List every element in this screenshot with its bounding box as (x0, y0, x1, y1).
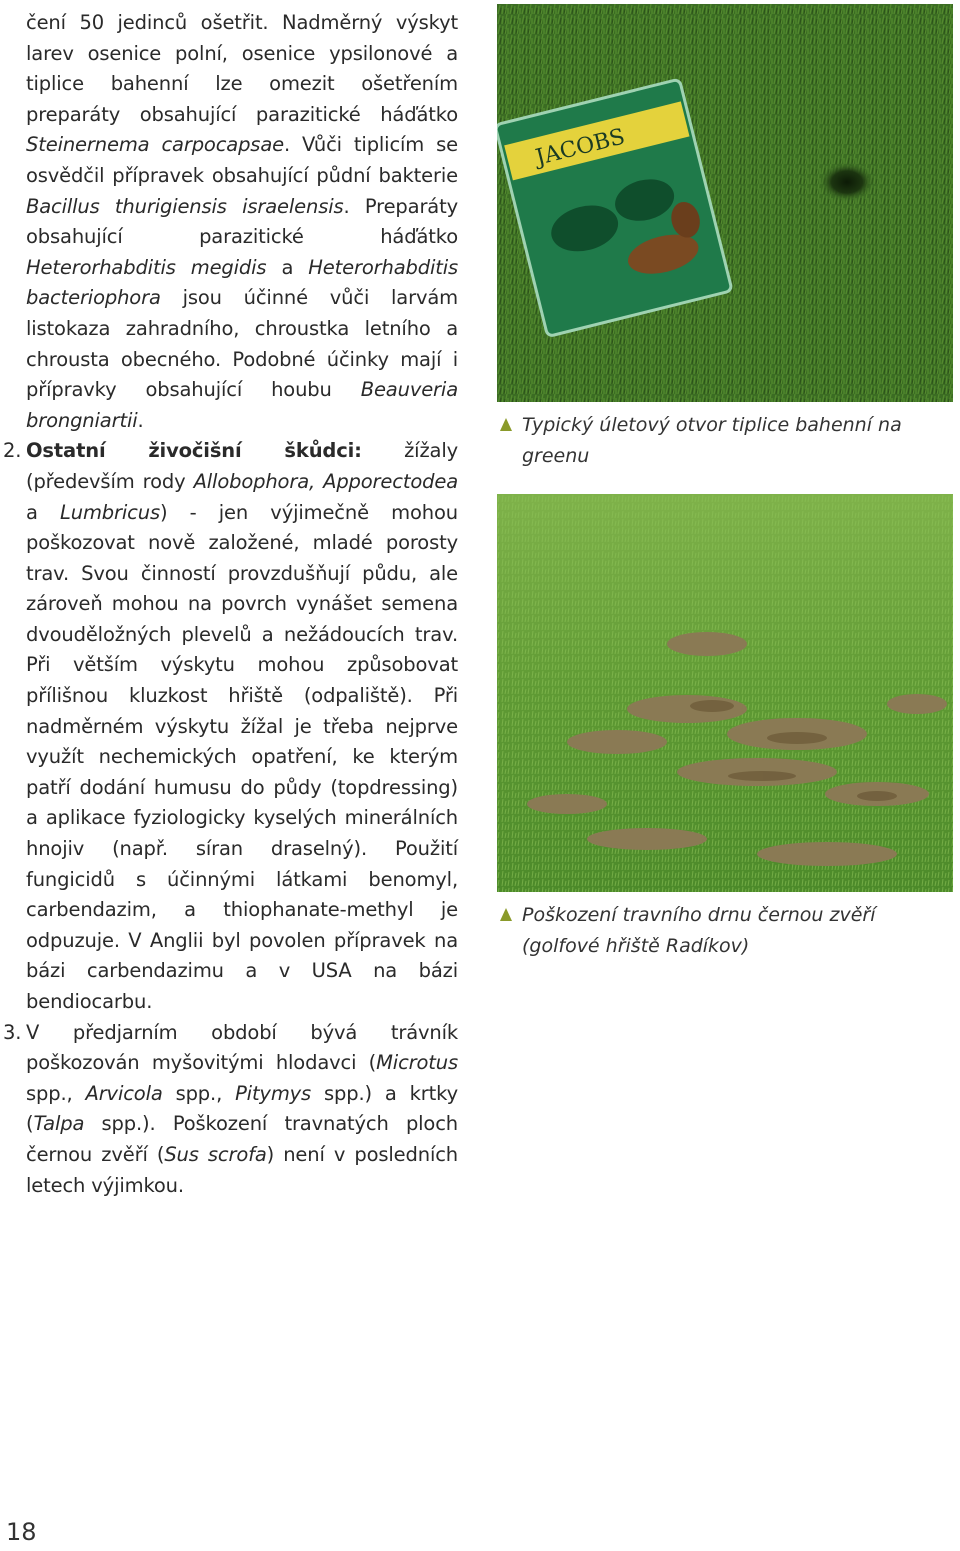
photo-damaged-turf (497, 494, 953, 892)
caption-marker-icon (500, 418, 512, 431)
list-number-3: 3. (3, 1020, 22, 1044)
paragraph-2: 2. Ostatní živočišní škůdci: žížaly (především rody Allobophora, Apporectodea a Lumbricus) - jen výjimečně mohou poškozovat nově založené, mladé porosty trav. Svou činností provzdušňují půdu, ale zároveň mohou na povrch vynášet semena dvouděložných plevelů a nežádoucích trav. Při větším výskytu mohou způsobovat přílišnou kluzkost hřiště (odpaliště). Při nadměrném výskytu žížal je třeba nejprve využít nechemických opatření, ke kterým patří dodání humusu do půdy (topdressing) a aplikace fyziologicky kyselých minerálních hnojiv (např. síran draselný). Použití fungicidů s účinnými látkami benomyl, carbendazim, a thiophanate-methyl je odpuzuje. V Anglii byl povolen přípravek na bázi carbendazimu a v USA na bázi bendiocarbu. (26, 436, 458, 1017)
caption-2: Poškození travního drnu černou zvěří (golfové hřiště Radíkov) (500, 900, 952, 961)
grass-photo-2 (497, 494, 953, 892)
list-number-2: 2. (3, 439, 22, 463)
caption-marker-icon (500, 908, 512, 921)
caption-1: Typický úletový otvor tiplice bahenní na greenu (500, 410, 952, 471)
packet-brand: JACOBS (533, 124, 628, 171)
paragraph-3: 3. V předjarním období bývá trávník poškozován myšovitými hlodavci (Microtus spp., Arvicola spp., Pitymys spp.) a krtky (Talpa spp.). Poškození travnatých ploch černou zvěří (Sus scrofa) není v posledních letech výjimkou. (26, 1018, 458, 1202)
paragraph-1: čení 50 jedinců ošetřit. Nadměrný výskyt larev osenice polní, osenice ypsilonové a tiplice bahenní lze omezit ošetřením preparáty obsahující parazitické háďátko Steinernema carpocapsae. Vůči tiplicím se osvědčil přípravek obsahující půdní bakterie Bacillus thurigiensis israelensis. Preparáty obsahující parazitické háďátko Heterorhabditis megidis a Heterorhabditis bacteriophora jsou účinné vůči larvám listokaza zahradního, chroustka letního a chrousta obecného. Podobné účinky mají i přípravky obsahující houbu Beauveria brongniartii. (26, 11, 458, 432)
page-number: 18 (6, 1518, 37, 1546)
photo-green-with-hole (497, 4, 953, 402)
grass-photo-1 (497, 4, 953, 402)
body-text-column (3, 8, 458, 1201)
